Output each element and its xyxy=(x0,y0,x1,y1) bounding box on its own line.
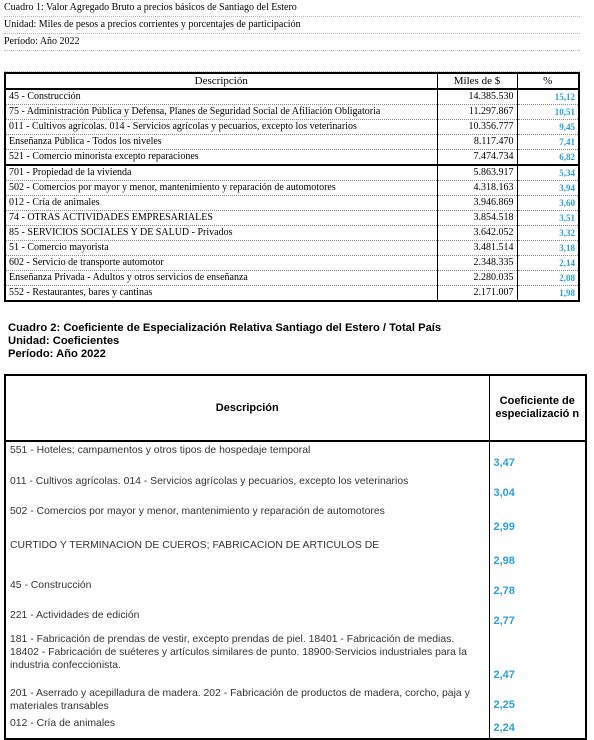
table1-cell-pct: 9,45 xyxy=(517,120,579,135)
table1-cell-value: 5.863.917 xyxy=(437,165,517,181)
table2-row xyxy=(5,715,586,739)
table1-row xyxy=(5,196,579,211)
table1-cell-description: 602 - Servicio de transporte automotor xyxy=(5,256,437,271)
table1-row xyxy=(5,226,579,241)
table2-title: Cuadro 2: Coeficiente de Especialización Relativa Santiago del Estero / Total País xyxy=(8,322,442,334)
table1-cell-pct: 1,98 xyxy=(517,286,579,302)
table1-cell-description: 012 - Cría de animales xyxy=(5,196,437,211)
table1-block xyxy=(4,0,580,302)
table2-row xyxy=(5,571,586,601)
table2-cell-description: CURTIDO Y TERMINACION DE CUEROS; FABRICACION DE ARTICULOS DE xyxy=(10,540,380,551)
table2-cell-coefficient: 2,78 xyxy=(489,571,586,601)
table1-cell-pct: 6,82 xyxy=(517,150,579,166)
table1-row xyxy=(5,271,579,286)
table1-cell-value: 3.946.869 xyxy=(437,196,517,211)
table1-row xyxy=(5,150,579,166)
table1-row xyxy=(5,241,579,256)
table1-cell-value: 3.481.514 xyxy=(437,241,517,256)
table1-body xyxy=(5,89,579,301)
table1-cell-description: 51 - Comercio mayorista xyxy=(5,241,437,256)
table1-period: Período: Año 2022 xyxy=(4,34,580,51)
table2 xyxy=(4,374,587,740)
table1-cell-description: 74 - OTRAS ACTIVIDADES EMPRESARIALES xyxy=(5,211,437,226)
table2-row xyxy=(5,685,586,715)
table2-heading xyxy=(8,322,441,361)
table1 xyxy=(4,72,580,302)
table1-cell-description: 75 - Administración Pública y Defensa, Planes de Seguridad Social de Afiliación Obligatoria xyxy=(5,105,437,120)
table1-row xyxy=(5,89,579,105)
table2-cell-description: 201 - Aserrado y acepilladura de madera. 202 - Fabricación de productos de madera, corcho, paja y materiales transables xyxy=(10,688,470,712)
table1-cell-pct: 3,32 xyxy=(517,226,579,241)
table2-cell-coefficient: 2,24 xyxy=(489,715,586,739)
table1-cell-description: 701 - Propiedad de la vivienda xyxy=(5,165,437,181)
table2-cell-description: 45 - Construcción xyxy=(10,580,92,591)
table1-cell-value: 2.348.335 xyxy=(437,256,517,271)
table1-title: Cuadro 1: Valor Agregado Bruto a precios básicos de Santiago del Estero xyxy=(4,0,580,17)
table1-header-pct: % xyxy=(517,73,579,89)
table1-cell-pct: 2,08 xyxy=(517,271,579,286)
table1-cell-value: 3.642.052 xyxy=(437,226,517,241)
table1-cell-value: 7.474.734 xyxy=(437,150,517,166)
table2-cell-coefficient: 2,25 xyxy=(489,685,586,715)
table1-cell-pct: 7,41 xyxy=(517,135,579,150)
table1-spacer xyxy=(4,51,580,72)
table2-cell-coefficient: 2,77 xyxy=(489,601,586,631)
table2-header-row xyxy=(5,375,586,441)
table2-row xyxy=(5,601,586,631)
table1-row xyxy=(5,181,579,196)
table1-header-row xyxy=(5,73,579,89)
table2-cell-description: 011 - Cultivos agrícolas. 014 - Servicios agrícolas y pecuarios, excepto los veterinarios xyxy=(10,476,409,487)
table1-cell-description: Enseñanza Privada - Adultos y otros servicios de enseñanza xyxy=(5,271,437,286)
table1-cell-value: 4.318.163 xyxy=(437,181,517,196)
table1-row xyxy=(5,165,579,181)
table1-cell-description: 502 - Comercios por mayor y menor, mantenimiento y reparación de automotores xyxy=(5,181,437,196)
table1-cell-value: 2.171.007 xyxy=(437,286,517,302)
table2-cell-description: 181 - Fabricación de prendas de vestir, excepto prendas de piel. 18401 - Fabricación de medias. 18402 - Fabricación de suéteres y artículos similares de punto. 18900-Servicios industriales para la industria confeccionista. xyxy=(10,634,467,671)
table2-cell-coefficient: 2,98 xyxy=(489,537,586,571)
table2-cell-coefficient: 2,47 xyxy=(489,631,586,685)
table2-row xyxy=(5,441,586,473)
table2-cell-coefficient: 3,04 xyxy=(489,473,586,503)
table2-row xyxy=(5,503,586,537)
table2-header-coefficient: Coeficiente de especializació n xyxy=(489,375,586,441)
table2-body xyxy=(5,441,586,739)
table1-cell-description: Enseñanza Pública - Todos los niveles xyxy=(5,135,437,150)
table1-cell-value: 3.854.518 xyxy=(437,211,517,226)
table2-cell-description: 551 - Hoteles; campamentos y otros tipos de hospedaje temporal xyxy=(10,445,311,456)
table1-cell-pct: 3,60 xyxy=(517,196,579,211)
table1-row xyxy=(5,105,579,120)
table1-cell-pct: 2,14 xyxy=(517,256,579,271)
table1-cell-pct: 5,34 xyxy=(517,165,579,181)
table1-cell-pct: 3,51 xyxy=(517,211,579,226)
table1-header-description: Descripción xyxy=(5,73,437,89)
table2-cell-description: 012 - Cría de animales xyxy=(10,718,116,729)
table1-unit: Unidad: Miles de pesos a precios corrientes y porcentajes de participación xyxy=(4,17,580,34)
table1-row xyxy=(5,211,579,226)
table1-cell-pct: 3,94 xyxy=(517,181,579,196)
table1-cell-pct: 10,51 xyxy=(517,105,579,120)
table1-row xyxy=(5,135,579,150)
table2-row xyxy=(5,631,586,685)
table1-cell-value: 2.280.035 xyxy=(437,271,517,286)
table2-cell-coefficient: 2,99 xyxy=(489,503,586,537)
table1-cell-value: 10.356.777 xyxy=(437,120,517,135)
table2-block xyxy=(4,374,587,740)
table1-cell-pct: 15,12 xyxy=(517,89,579,105)
table2-cell-coefficient: 3,47 xyxy=(489,441,586,473)
table1-cell-description: 521 - Comercio minorista excepto reparaciones xyxy=(5,150,437,166)
table1-cell-description: 45 - Construcción xyxy=(5,89,437,105)
table1-cell-description: 552 - Restaurantes, bares y cantinas xyxy=(5,286,437,302)
table2-header-description: Descripción xyxy=(5,375,489,441)
table1-cell-description: 85 - SERVICIOS SOCIALES Y DE SALUD - Privados xyxy=(5,226,437,241)
table1-cell-value: 8.117.470 xyxy=(437,135,517,150)
table2-period: Período: Año 2022 xyxy=(8,348,106,360)
table1-cell-value: 14.385.530 xyxy=(437,89,517,105)
table1-cell-value: 11.297.867 xyxy=(437,105,517,120)
table1-row xyxy=(5,256,579,271)
table1-cell-pct: 3,18 xyxy=(517,241,579,256)
table1-row xyxy=(5,120,579,135)
table2-unit: Unidad: Coeficientes xyxy=(8,335,120,347)
table2-cell-description: 221 - Actividades de edición xyxy=(10,610,140,621)
table1-cell-description: 011 - Cultivos agrícolas. 014 - Servicios agrícolas y pecuarios, excepto los veterinarios xyxy=(5,120,437,135)
table2-row xyxy=(5,537,586,571)
table1-row xyxy=(5,286,579,302)
table1-header-value: Miles de $ xyxy=(437,73,517,89)
table2-cell-description: 502 - Comercios por mayor y menor, mantenimiento y reparación de automotores xyxy=(10,506,385,517)
table2-row xyxy=(5,473,586,503)
